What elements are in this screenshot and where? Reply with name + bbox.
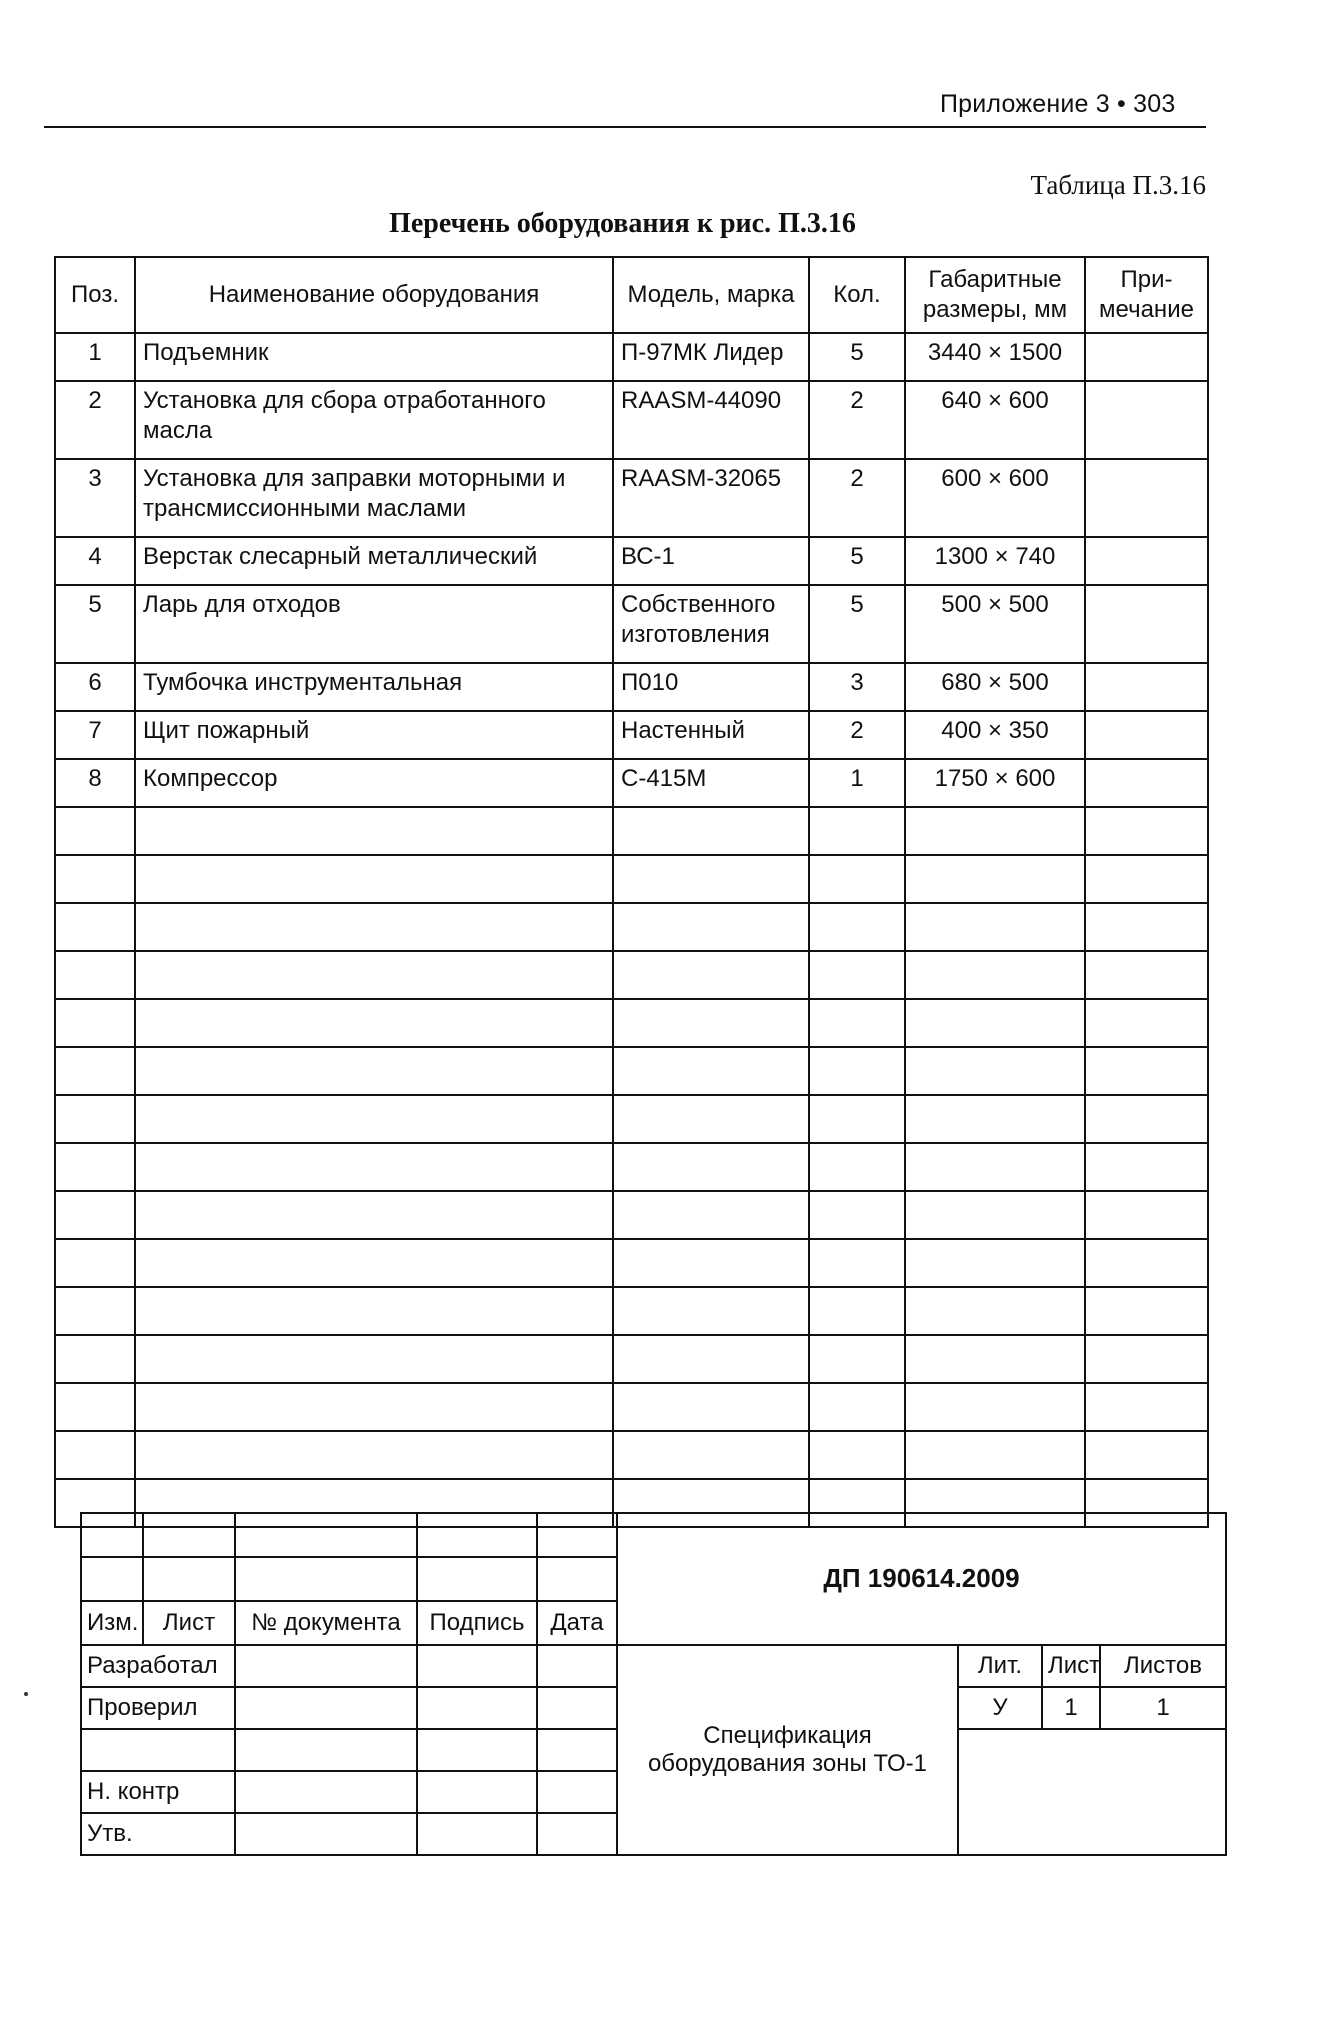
cell-note <box>1085 585 1208 663</box>
cell-qty: 2 <box>809 459 905 537</box>
column-header: Поз. <box>55 257 135 333</box>
role-norm-control: Н. контр <box>81 1771 235 1813</box>
cell-name: Установка для заправки моторными и трансмиссионными маслами <box>135 459 613 537</box>
table-row <box>55 663 1208 711</box>
cell-name: Компрессор <box>135 759 613 807</box>
empty-row <box>55 807 1208 855</box>
empty-row <box>55 1287 1208 1335</box>
cell-note <box>1085 759 1208 807</box>
document-number: ДП 190614.2009 <box>823 1563 1020 1593</box>
empty-row <box>55 1431 1208 1479</box>
cell-name: Верстак слесарный металлический <box>135 537 613 585</box>
cell-name: Установка для сбора отработанного масла <box>135 381 613 459</box>
column-header: При- мечание <box>1085 257 1208 333</box>
cell-qty: 5 <box>809 537 905 585</box>
column-header: Модель, марка <box>613 257 809 333</box>
cell-qty: 3 <box>809 663 905 711</box>
table-row <box>55 711 1208 759</box>
table-caption: Таблица П.3.16 <box>1030 170 1206 200</box>
cell-dims: 1300 × 740 <box>905 537 1085 585</box>
cell-qty: 2 <box>809 381 905 459</box>
lit-value: У <box>958 1687 1042 1729</box>
cell-note <box>1085 381 1208 459</box>
change-header-izm: Изм. <box>81 1601 143 1645</box>
cell-pos: 8 <box>55 759 135 807</box>
role-approved: Утв. <box>81 1813 235 1855</box>
change-header-sign: Подпись <box>417 1601 537 1645</box>
empty-row <box>55 1383 1208 1431</box>
cell-note <box>1085 333 1208 381</box>
header-rule <box>44 126 1206 128</box>
column-header: Кол. <box>809 257 905 333</box>
table-header-row <box>55 257 1208 333</box>
table-row <box>55 381 1208 459</box>
cell-note <box>1085 663 1208 711</box>
cell-dims: 400 × 350 <box>905 711 1085 759</box>
empty-row <box>55 1143 1208 1191</box>
cell-model: П010 <box>613 663 809 711</box>
cell-pos: 2 <box>55 381 135 459</box>
sheet-value: 1 <box>1042 1687 1100 1729</box>
role-blank <box>81 1729 235 1771</box>
cell-dims: 500 × 500 <box>905 585 1085 663</box>
cell-dims: 3440 × 1500 <box>905 333 1085 381</box>
empty-row <box>55 855 1208 903</box>
cell-name: Ларь для отходов <box>135 585 613 663</box>
cell-note <box>1085 537 1208 585</box>
table-row <box>55 759 1208 807</box>
empty-row <box>55 1335 1208 1383</box>
cell-pos: 6 <box>55 663 135 711</box>
title-block <box>80 1512 1227 1856</box>
cell-model: RAASM-32065 <box>613 459 809 537</box>
cell-name: Щит пожарный <box>135 711 613 759</box>
cell-model: С-415М <box>613 759 809 807</box>
column-header: Габаритные размеры, мм <box>905 257 1085 333</box>
cell-pos: 4 <box>55 537 135 585</box>
cell-dims: 640 × 600 <box>905 381 1085 459</box>
document-name: Спецификация оборудования зоны ТО-1 <box>617 1645 958 1855</box>
change-header-list: Лист <box>143 1601 235 1645</box>
organization-cell <box>958 1729 1226 1855</box>
scan-speck <box>24 1692 28 1696</box>
cell-note <box>1085 459 1208 537</box>
empty-row <box>55 1095 1208 1143</box>
sheets-value: 1 <box>1100 1687 1226 1729</box>
empty-row <box>55 1047 1208 1095</box>
cell-name: Подъемник <box>135 333 613 381</box>
empty-row <box>55 1239 1208 1287</box>
equipment-table <box>54 256 1209 1528</box>
cell-model: RAASM-44090 <box>613 381 809 459</box>
running-head: Приложение 3 • 303 <box>940 90 1176 118</box>
change-header-date: Дата <box>537 1601 617 1645</box>
cell-pos: 7 <box>55 711 135 759</box>
cell-qty: 1 <box>809 759 905 807</box>
column-header: Наименование оборудования <box>135 257 613 333</box>
document-number-cell <box>617 1513 1226 1645</box>
sheets-label: Листов <box>1100 1645 1226 1687</box>
cell-qty: 2 <box>809 711 905 759</box>
role-checker: Проверил <box>81 1687 235 1729</box>
lit-label: Лит. <box>958 1645 1042 1687</box>
role-developer: Разработал <box>81 1645 235 1687</box>
cell-model: Собственного изготовления <box>613 585 809 663</box>
cell-name: Тумбочка инструментальная <box>135 663 613 711</box>
empty-row <box>55 951 1208 999</box>
empty-row <box>55 903 1208 951</box>
empty-row <box>55 999 1208 1047</box>
cell-pos: 5 <box>55 585 135 663</box>
table-row <box>55 333 1208 381</box>
cell-note <box>1085 711 1208 759</box>
cell-model: Настенный <box>613 711 809 759</box>
cell-model: ВС-1 <box>613 537 809 585</box>
cell-qty: 5 <box>809 585 905 663</box>
empty-row <box>55 1191 1208 1239</box>
cell-dims: 1750 × 600 <box>905 759 1085 807</box>
change-header-doc: № документа <box>235 1601 417 1645</box>
cell-dims: 680 × 500 <box>905 663 1085 711</box>
cell-pos: 1 <box>55 333 135 381</box>
cell-qty: 5 <box>809 333 905 381</box>
document-title: Перечень оборудования к рис. П.3.16 <box>389 208 856 239</box>
table-row <box>55 537 1208 585</box>
cell-dims: 600 × 600 <box>905 459 1085 537</box>
cell-pos: 3 <box>55 459 135 537</box>
cell-model: П-97МК Лидер <box>613 333 809 381</box>
table-row <box>55 459 1208 537</box>
table-row <box>55 585 1208 663</box>
sheet-label: Лист <box>1042 1645 1100 1687</box>
